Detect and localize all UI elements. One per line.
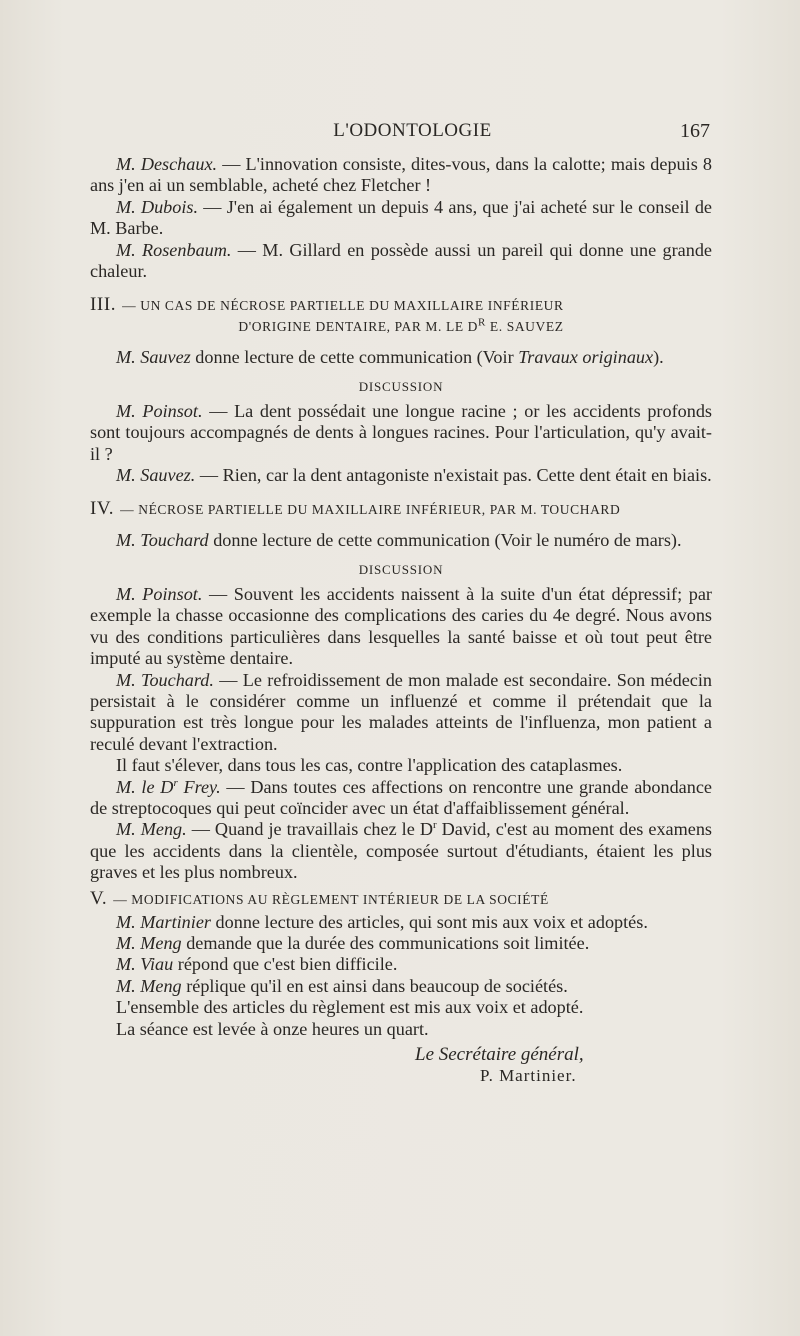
paragraph: M. Rosenbaum. — M. Gillard en possède aussi un pareil qui donne une grande chaleur. [90,239,712,282]
running-title: L'ODONTOLOGIE [333,120,492,141]
page-body [90,154,712,1087]
paragraph: M. Martinier donne lecture des articles, qui sont mis aux voix et adoptés. [116,911,648,932]
paragraph: M. le $D^r$ Frey. — Dans toutes ces affections on rencontre une grande abondance de streptocoques qui peut coïncider avec un état d'affaiblissement général. [90,776,712,818]
paragraph: M. Meng réplique qu'il en est ainsi dans beaucoup de sociétés. [116,975,568,996]
paragraph: M. Dubois. — J'en ai également un depuis 4 ans, que j'ai acheté sur le conseil de M. Barbe. [90,196,713,239]
speaker: M. Deschaux. [116,154,218,174]
paragraph: M. Deschaux. — L'innovation consiste, dites-vous, dans la calotte; mais depuis 8 ans j'en ai un semblable, acheté chez Fletcher ! [90,154,712,196]
signature [90,1044,712,1087]
paragraph: M. Sauvez donne lecture de cette communication (Voir Travaux originaux). [116,347,664,368]
paragraph: M. Touchard. — Le refroidissement de mon malade est secondaire. Son médecin persistait à le considérer comme un influenzé et comme il prétendait que la suppuration est très longue pour les malades atteints de l'influenza, mon patient a reculé devant l'extraction. [90,669,712,754]
paragraph: M. Poinsot. — Souvent les accidents naissent à la suite d'un état dépressif; par exemple la chasse occasionne des complications des caries du 4e degré. Nous avons vu des conditions particulières dans lesquelles la santé baisse et où tout peut être imputé au système dentaire. [90,583,712,669]
paragraph: M. Touchard donne lecture de cette communication (Voir le numéro de mars). [116,530,682,551]
section-heading-4: IV. — NÉCROSE PARTIELLE DU MAXILLAIRE INFÉRIEUR, PAR M. TOUCHARD [90,498,621,520]
speaker: M. Rosenbaum. [116,239,232,260]
signature-name: P. Martinier. [480,1066,577,1086]
page-number: 167 [680,120,710,142]
paragraph: M. Meng demande que la durée des communications soit limitée. [116,932,590,953]
discussion-label: DISCUSSION [358,561,444,577]
paragraph: L'ensemble des articles du règlement est mis aux voix et adopté. [116,997,584,1018]
speaker: M. Dubois. [116,196,199,217]
signature-role: Le Secrétaire général, [415,1044,584,1065]
paragraph: Il faut s'élever, dans tous les cas, contre l'application des cataplasmes. [116,755,623,776]
paragraph: La séance est levée à onze heures un quart. [116,1018,429,1039]
paragraph: M. Viau répond que c'est bien difficile. [116,954,398,975]
page-header [115,120,710,150]
section-heading-3: III. — UN CAS DE NÉCROSE PARTIELLE DU MAXILLAIRE INFÉRIEUR D'ORIGINE DENTAIRE, PAR M. LE $D^R$ E. SAUVEZ [90,294,564,335]
paragraph: M. Meng. — Quand je travaillais chez le $D^r$ David, c'est au moment des examens que les accidents dans la clientèle, composée surtout d'étudiants, étaient les plus graves et les plus nombreux. [90,819,712,883]
section-heading-5: V. — MODIFICATIONS AU RÈGLEMENT INTÉRIEUR DE LA SOCIÉTÉ [90,887,549,909]
paragraph: M. Poinsot. — La dent possédait une longue racine ; or les accidents profonds sont toujours accompagnés de dents à longues racines. Pour l'articulation, qu'y avait-il ? [90,400,713,464]
paragraph: M. Sauvez. — Rien, car la dent antagoniste n'existait pas. Cette dent était en biais. [116,465,712,486]
discussion-label: DISCUSSION [358,378,444,394]
